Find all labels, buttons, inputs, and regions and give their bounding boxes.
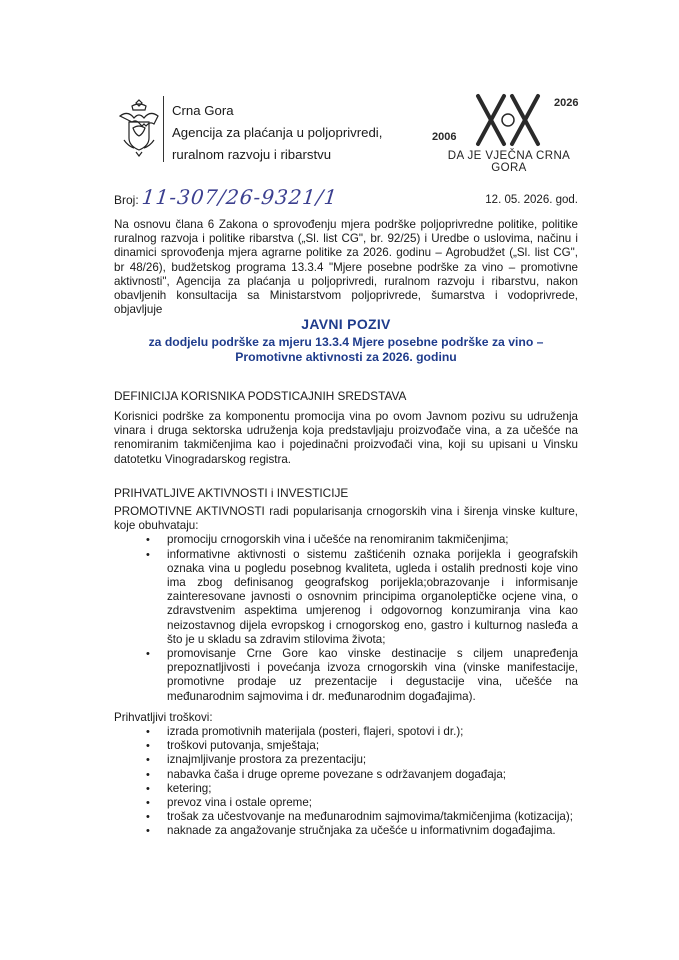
- activities-list: [114, 533, 578, 703]
- org-line-agency: Agencija za plaćanja u poljoprivredi,: [172, 125, 383, 140]
- emblem-icon: [502, 114, 514, 126]
- header-divider: [163, 96, 164, 162]
- intro-paragraph: Na osnovu člana 6 Zakona o sprovođenju mjera podrške poljoprivredne politike, politike ruralnog razvoja i politike ribarstva („Sl. list CG", br. 92/25) i Uredbe o uslovima, načinu i dinamici sprovođenja mjera agrarne politike za 2026. godinu – Agrobudžet („Sl. list CG", br 48/26), budžetskog programa 13.3.4 "Mjere posebne podrške za vino – promotivne aktivnosti", Agencija za plaćanja u poljoprivredi, ruralnom razvoju i ribarstvu, nakon obavljenih konsultacija sa Ministarstvom poljoprivrede, šumarstva i vodoprivrede, objavljuje: [114, 218, 578, 317]
- org-line-agency-cont: ruralnom razvoju i ribarstvu: [172, 147, 332, 162]
- list-item: • promovisanje Crne Gore kao vinske destinacije s ciljem unapređenja prepoznatljivosti i povećanja izvoza crnogorskih vina (vinske manifestacije, promotivne prodaje uz prezentacije i degustacije vina, učešće na međunarodnim sajmovima i dr. međunarodnim događajima).: [114, 647, 578, 704]
- list-item: • iznajmljivanje prostora za prezentaciju;: [114, 753, 578, 767]
- costs-list: [114, 725, 578, 839]
- section-heading-activities: PRIHVATLJIVE AKTIVNOSTI i INVESTICIJE: [114, 486, 349, 500]
- list-item: • promociju crnogorskih vina i učešće na renomiranim takmičenjima;: [114, 533, 578, 547]
- list-item: • trošak za učestvovanje na međunarodnim sajmovima/takmičenjima (kotizacija);: [114, 810, 578, 824]
- costs-label: Prihvatljivi troškovi:: [114, 710, 213, 724]
- logo-year-left: 2006: [432, 131, 457, 143]
- document-date: 12. 05. 2026. god.: [485, 194, 578, 206]
- org-line-country: Crna Gora: [172, 103, 234, 118]
- list-item: • izrada promotivnih materijala (posteri, flajeri, spotovi i dr.);: [114, 725, 578, 739]
- title-main: JAVNI POZIV: [301, 316, 391, 332]
- list-item: • informativne aktivnosti o sistemu zaštićenih oznaka porijekla i geografskih oznaka vina u pogledu posebnog kvaliteta, ugleda i ostalih prednosti koje vino ima zbog definisanog geografskog porijekla;obrazovanje i informisanje zainteresovane javnosti o osnovnim principima organoleptičke ocjene vina, o zdravstvenim aspektima umjerenog i odgovornog konzumiranja vina kao neizostavnog dijela evropskog i crnogorskog eno, gastro i kulturnog nasleđa a što je u skladu sa zdravim stilovima života;: [114, 548, 578, 647]
- organization-name: [172, 100, 382, 166]
- section-heading-beneficiaries: DEFINICIJA KORISNIKA PODSTICAJNIH SREDSTAVA: [114, 389, 407, 403]
- reference-label: Broj:: [114, 193, 139, 207]
- reference-number: 11-307/26-9321/1: [140, 185, 339, 209]
- list-item: • naknade za angažovanje stručnjaka za učešće u informativnim događajima.: [114, 824, 578, 838]
- list-item: • troškovi putovanja, smještaja;: [114, 739, 578, 753]
- logo-year-right: 2026: [554, 97, 579, 109]
- list-item: • ketering;: [114, 782, 578, 796]
- coat-of-arms-icon: [114, 96, 164, 160]
- activities-section: [114, 505, 578, 839]
- activities-lead: PROMOTIVNE AKTIVNOSTI radi popularisanja crnogorskih vina i širenja vinske kulture, koje obuhvataju:: [114, 505, 578, 533]
- title-sub: za dodjelu podrške za mjeru 13.3.4 Mjere posebne podrške za vino – Promotivne aktivnosti za 2026. godinu: [148, 335, 544, 364]
- logo-motto: DA JE VJEČNA CRNA GORA: [447, 150, 571, 174]
- list-item: • prevoz vina i ostale opreme;: [114, 796, 578, 810]
- list-item: • nabavka čaša i druge opreme povezane s održavanjem događaja;: [114, 768, 578, 782]
- document-title: [114, 316, 578, 365]
- beneficiaries-paragraph: Korisnici podrške za komponentu promocija vina po ovom Javnom pozivu su udruženja vinara i druga sektorska udruženja koja predstavljaju proizvođače vina, a za učešće na renomiranim takmičenjima kao i pojedinačni proizvođači vina, koji su upisani u Vinsku datotetku Vinogradarskog registra.: [114, 410, 578, 466]
